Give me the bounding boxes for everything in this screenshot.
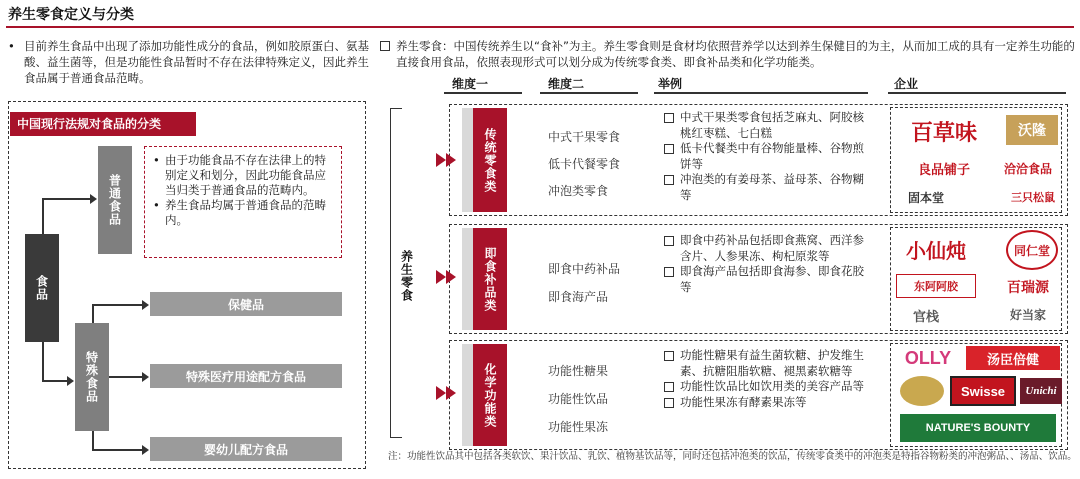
arrow-right-icon <box>90 194 97 204</box>
logo-swisse: Swisse <box>950 376 1016 406</box>
logo-dongeejiao: 东阿阿胶 <box>896 274 976 298</box>
dim2-item: 功能性饮品 <box>548 392 609 406</box>
general-food-notes <box>144 146 342 258</box>
list-item <box>664 141 870 172</box>
examples-list <box>664 233 870 295</box>
special-child-medical-formula: 特殊医疗用途配方食品 <box>150 364 342 388</box>
note-item <box>153 198 333 228</box>
note-text: 养生食品均属于普通食品的范畴内。 <box>165 198 326 227</box>
dim2-item: 即食中药补品 <box>548 262 621 276</box>
note-text: 由于功能食品不存在法律上的特别定义和划分，因此功能食品应当归类于普通食品的范畴内。 <box>165 153 326 197</box>
special-child-health-products: 保健品 <box>150 292 342 316</box>
logo-tongrentang: 同仁堂 <box>1006 230 1058 270</box>
checkbox-icon <box>664 113 674 123</box>
examples-list <box>664 110 870 203</box>
example-text: 中式干果类零食包括芝麻丸、阿胶核桃红枣糕、七白糕 <box>680 110 864 140</box>
arrow-right-icon <box>142 445 149 455</box>
logo-three-squirrels: 三只松鼠 <box>1011 191 1055 204</box>
chevron-right-icon <box>436 153 446 167</box>
left-intro <box>8 38 370 94</box>
bullet-icon: • <box>153 198 160 212</box>
right-intro <box>380 38 1076 74</box>
checkbox-icon <box>380 41 390 51</box>
root-label: 养生零食 <box>396 240 418 312</box>
right-intro-text: 养生零食：中国传统养生以“食补”为主。养生零食则是食材均依照营养学以达到养生保健目的为主，从而加工成的具有一定养生功能的直接食用食品，依照表现形式可以划分成为传统零食类、即食补品类和化学功能类。 <box>396 39 1075 69</box>
connector <box>42 342 44 380</box>
title-rule <box>6 26 1074 28</box>
example-text: 功能性糖果有益生菌软糖、护发维生素、抗糖阻脂软糖、褪黑素软糖等 <box>680 348 864 378</box>
list-item <box>664 110 870 141</box>
chevron-right-icon <box>446 386 456 400</box>
category-chemical-functional: 化学功能类 <box>473 344 507 446</box>
connector <box>92 449 142 451</box>
list-item <box>664 348 870 379</box>
dim2-item: 冲泡类零食 <box>548 184 609 198</box>
chevron-right-icon <box>446 153 456 167</box>
checkbox-icon <box>664 351 674 361</box>
special-food-box: 特殊食品 <box>75 323 109 431</box>
logo-natures-bounty: NATURE'S BOUNTY <box>900 414 1056 442</box>
left-intro-text: 目前养生食品中出现了添加功能性成分的食品，例如胶原蛋白、氨基酸、益生菌等，但是功能性食品暂时不存在法律特殊定义，因此养生食品属于普通食品范畴。 <box>24 39 369 85</box>
logo-homey: 好当家 <box>1009 307 1046 322</box>
checkbox-icon <box>664 236 674 246</box>
dim2-item: 功能性糖果 <box>548 364 609 378</box>
example-text: 即食海产品包括即食海参、即食花胶等 <box>680 264 864 294</box>
logo-bestore: 良品铺子 <box>917 162 970 178</box>
logo-wolong: 沃隆 <box>1006 115 1058 145</box>
general-food-box: 普通食品 <box>98 146 132 254</box>
list-item <box>664 264 870 295</box>
logo-baicaowei: 百草味 <box>910 120 977 146</box>
chevron-right-icon <box>436 386 446 400</box>
list-item <box>664 172 870 203</box>
logo-olly: OLLY <box>904 347 952 368</box>
example-text: 低卡代餐类中有谷物能量棒、谷物煎饼等 <box>680 141 864 171</box>
arrow-right-icon <box>142 372 149 382</box>
checkbox-icon <box>664 398 674 408</box>
header-underline <box>540 92 638 94</box>
checkbox-icon <box>664 175 674 185</box>
example-text: 功能性饮品比如饮用类的美容产品等 <box>680 379 864 393</box>
logo-unichi: Unichi <box>1020 378 1062 404</box>
logo-xiaoxiandun: 小仙炖 <box>906 238 966 263</box>
header-underline <box>654 92 868 94</box>
logo-bairuiyuan: 百瑞源 <box>1007 280 1049 296</box>
connector <box>42 380 67 382</box>
header-underline <box>888 92 1066 94</box>
logo-gubentang: 固本堂 <box>907 190 944 205</box>
arrow-right-icon <box>67 376 74 386</box>
connector <box>92 431 94 449</box>
connector <box>42 198 44 234</box>
connector <box>92 304 94 323</box>
food-root-box: 食品 <box>25 234 59 342</box>
dim2-item: 中式干果零食 <box>548 130 621 144</box>
header-underline <box>444 92 522 94</box>
list-item <box>664 233 870 264</box>
logo-by-health: 汤臣倍健 <box>966 346 1060 370</box>
dim2-item: 低卡代餐零食 <box>548 157 621 171</box>
example-text: 即食中药补品包括即食燕窝、西洋参含片、人参果冻、枸杞原浆等 <box>680 233 864 263</box>
bullet-icon: • <box>8 39 15 53</box>
arrow-right-icon <box>142 300 149 310</box>
column-header-dim2: 维度二 <box>548 77 585 91</box>
checkbox-icon <box>664 267 674 277</box>
bullet-icon: • <box>153 153 160 167</box>
page-title: 养生零食定义与分类 <box>8 7 134 23</box>
category-instant-tonics: 即食补品类 <box>473 228 507 330</box>
connector <box>42 198 90 200</box>
category-traditional-snacks: 传统零食类 <box>473 108 507 212</box>
dim2-item: 功能性果冻 <box>548 420 609 434</box>
checkbox-icon <box>664 144 674 154</box>
chevron-right-icon <box>436 270 446 284</box>
checkbox-icon <box>664 382 674 392</box>
column-header-examples: 举例 <box>658 77 683 91</box>
column-header-companies: 企业 <box>894 77 919 91</box>
special-child-infant-formula: 婴幼儿配方食品 <box>150 437 342 461</box>
example-text: 功能性果冻有酵素果冻等 <box>680 394 807 409</box>
dim2-item: 即食海产品 <box>548 290 609 304</box>
example-text: 冲泡类的有姜母茶、益母茶、谷物糊等 <box>680 172 864 202</box>
connector <box>92 304 142 306</box>
note-item <box>153 153 333 198</box>
chevron-right-icon <box>446 270 456 284</box>
footnote: 注：功能性饮品其中包括各类软饮、果汁饮品、乳饮、植物基饮品等，同时还包括冲泡类的饮品，传统零食类中的冲泡类是特指谷物粉类的冲泡粥品、、汤品、饮品。 <box>388 451 1077 462</box>
connector <box>109 376 142 378</box>
left-diagram-header: 中国现行法规对食品的分类 <box>10 112 196 136</box>
list-item <box>664 395 870 411</box>
logo-guanzhan: 官栈 <box>912 309 939 325</box>
column-header-dim1: 维度一 <box>452 77 489 91</box>
logo-chacha: 洽洽食品 <box>1003 161 1052 176</box>
examples-list <box>664 348 870 410</box>
list-item <box>664 379 870 395</box>
logo-badge <box>900 376 944 406</box>
